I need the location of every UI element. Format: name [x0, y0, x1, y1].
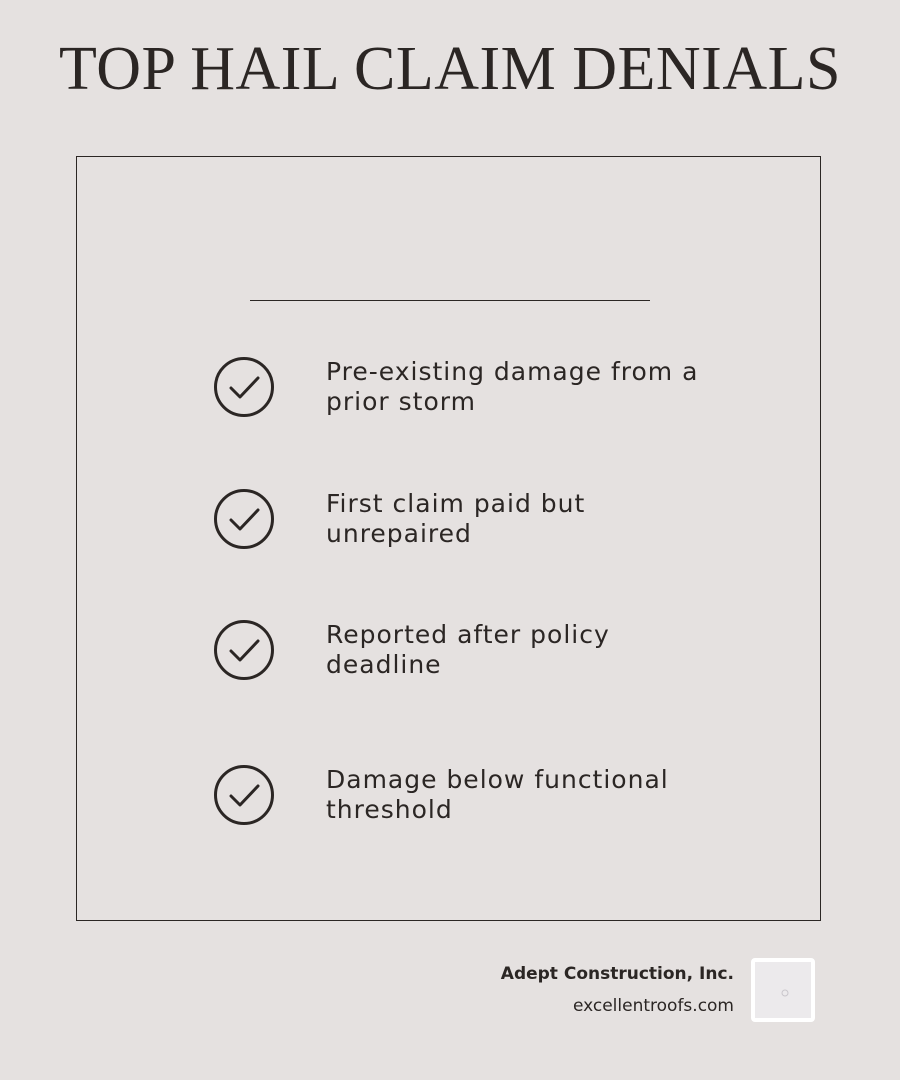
page-title: TOP HAIL CLAIM DENIALS — [59, 35, 841, 103]
list-item — [212, 355, 732, 419]
check-circle-icon — [212, 763, 276, 827]
website-link[interactable]: excellentroofs.com — [572, 996, 734, 1016]
check-circle-icon — [212, 355, 276, 419]
company-name: Adept Construction, Inc. — [500, 964, 734, 984]
list-item — [212, 618, 732, 682]
list-item-label: Pre-existing damage from a prior storm — [326, 357, 699, 416]
check-circle-icon — [212, 618, 276, 682]
list-item — [212, 763, 732, 827]
divider-line — [250, 300, 650, 301]
list-item — [212, 487, 732, 551]
list-item-label: Damage below functional threshold — [326, 765, 669, 824]
list-item-label: First claim paid but unrepaired — [326, 489, 586, 548]
check-circle-icon — [212, 487, 276, 551]
company-logo — [751, 958, 815, 1022]
list-item-label: Reported after policy deadline — [326, 620, 610, 679]
logo-mark-icon — [781, 989, 789, 997]
